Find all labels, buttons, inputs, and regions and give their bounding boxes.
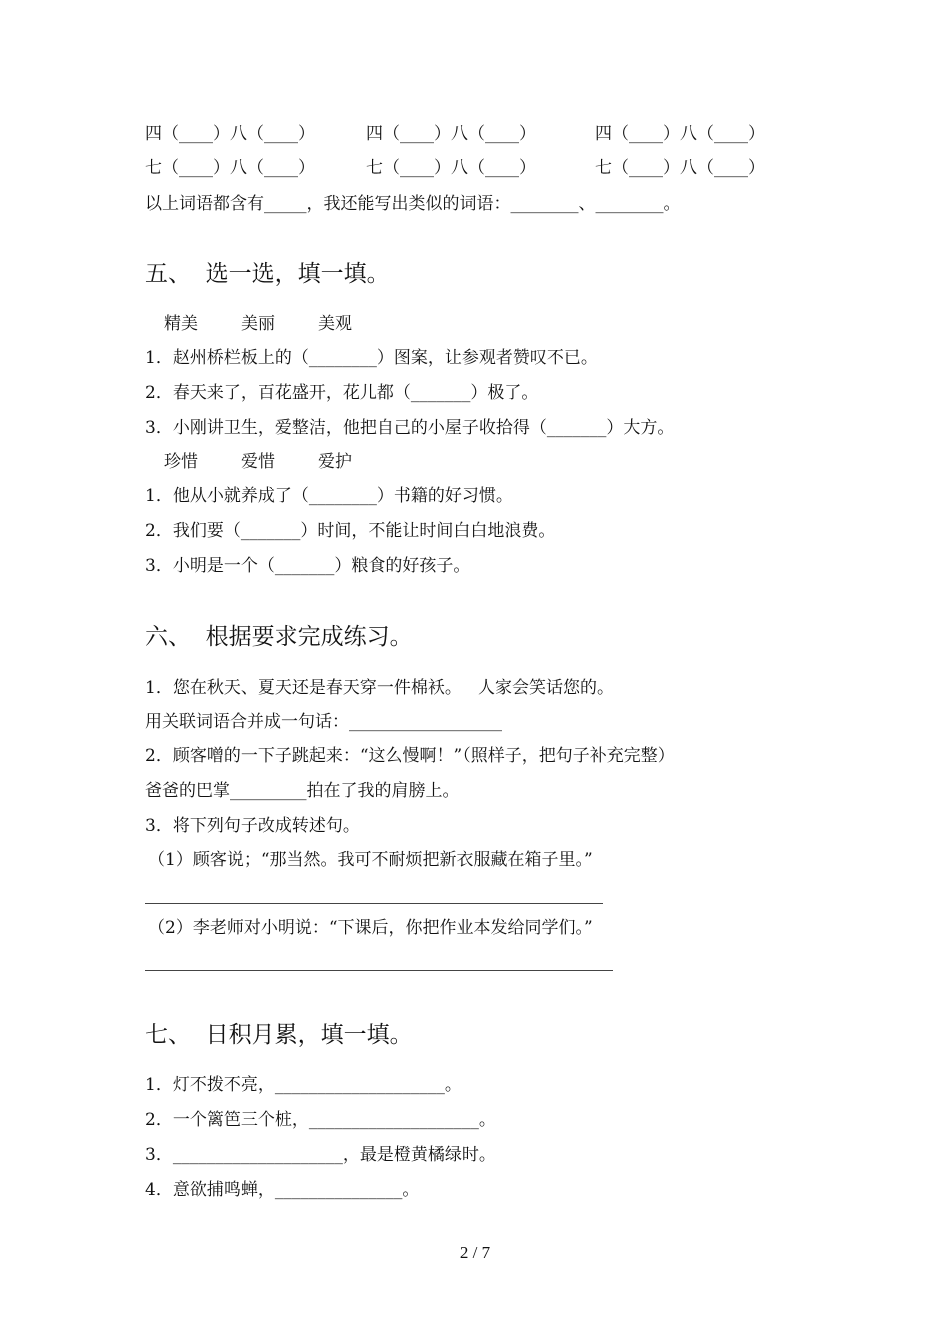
word-option: 爱惜	[241, 452, 275, 472]
word-option: 美观	[318, 314, 352, 334]
section6-title: 六、 根据要求完成练习。	[145, 624, 413, 650]
question-item: 1．灯不拨不亮，____________________。	[145, 1075, 462, 1095]
word-pair-blank: 七（____）八（____）	[145, 158, 315, 178]
question-item: 1．您在秋天、夏天还是春天穿一件棉袄。 人家会笑话您的。	[145, 678, 615, 698]
answer-line	[145, 970, 613, 971]
question-item: 3．小明是一个（_______）粮食的好孩子。	[145, 556, 471, 576]
question-item: 2．春天来了，百花盛开，花儿都（_______）极了。	[145, 383, 539, 403]
word-option: 爱护	[318, 452, 352, 472]
word-option: 精美	[164, 314, 198, 334]
answer-line	[145, 903, 603, 904]
question-item: 2．一个篱笆三个桩，____________________。	[145, 1110, 496, 1130]
question-item: 1．他从小就养成了（________）书籍的好习惯。	[145, 486, 513, 506]
word-pair-blank: 四（____）八（____）	[145, 124, 315, 144]
section7-title: 七、 日积月累，填一填。	[145, 1022, 413, 1048]
page-number: 2 / 7	[459, 1243, 491, 1262]
question-item: 3．____________________，最是橙黄橘绿时。	[145, 1145, 496, 1165]
question-item: （2）李老师对小明说：“下课后，你把作业本发给同学们。”	[148, 918, 593, 938]
word-pair-blank: 七（____）八（____）	[366, 158, 536, 178]
section4-summary: 以上词语都含有_____，我还能写出类似的词语：________、________。	[145, 194, 681, 214]
section5-title: 五、 选一选，填一填。	[145, 261, 390, 287]
question-item: 3．小刚讲卫生，爱整洁，他把自己的小屋子收拾得（_______）大方。	[145, 418, 675, 438]
word-option: 珍惜	[164, 452, 198, 472]
question-item: 4．意欲捕鸣蝉，_______________。	[145, 1180, 420, 1200]
word-pair-blank: 四（____）八（____）	[595, 124, 765, 144]
word-option: 美丽	[241, 314, 275, 334]
question-item: 爸爸的巴掌_________拍在了我的肩膀上。	[145, 781, 460, 801]
question-item: 3．将下列句子改成转述句。	[145, 816, 360, 836]
question-item: 2．顾客噌的一下子跳起来：“这么慢啊！”（照样子，把句子补充完整）	[145, 746, 675, 766]
question-item: 用关联词语合并成一句话：__________________	[145, 712, 502, 732]
word-pair-blank: 七（____）八（____）	[595, 158, 765, 178]
word-pair-blank: 四（____）八（____）	[366, 124, 536, 144]
question-item: （1）顾客说；“那当然。我可不耐烦把新衣服藏在箱子里。”	[148, 850, 593, 870]
question-item: 1．赵州桥栏板上的（________）图案，让参观者赞叹不已。	[145, 348, 598, 368]
question-item: 2．我们要（_______）时间，不能让时间白白地浪费。	[145, 521, 556, 541]
